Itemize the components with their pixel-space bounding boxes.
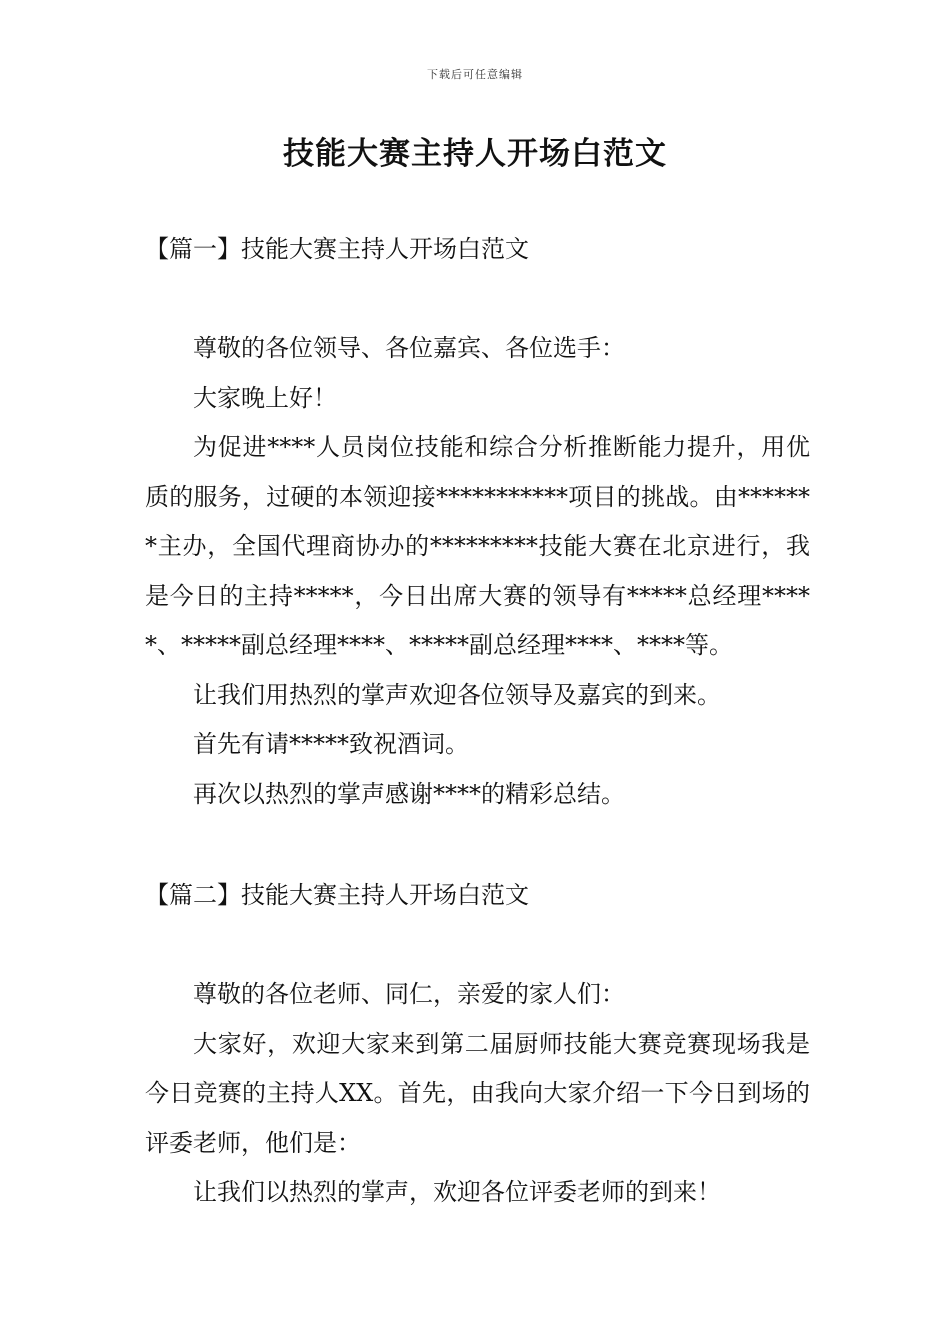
greeting: 大家晚上好！ [193,383,337,412]
blank-line [145,275,810,325]
body-paragraph: 大家好，欢迎大家来到第二届厨师技能大赛竞赛现场我是今日竞赛的主持人XX。首先，由我向大家介绍一下今日到场的评委老师，他们是： [145,1029,810,1157]
section-1 [145,225,810,819]
body-paragraph: 让我们以热烈的掌声，欢迎各位评委老师的到来！ [193,1178,721,1206]
document-title: 技能大赛主持人开场白范文 [283,136,667,172]
body-paragraph: 为促进****人员岗位技能和综合分析推断能力提升，用优质的服务，过硬的本领迎接***********项目的挑战。由*******主办，全国代理商协办的*********技能大赛在北京进行，我是今日的主持*****，今日出席大赛的领导有*****总经理*****、*****副总经理****、*****副总经理****、****等。 [145,433,810,659]
blank-line [145,921,810,971]
section-heading: 【篇一】技能大赛主持人开场白范文 [145,235,529,263]
salutation: 尊敬的各位领导、各位嘉宾、各位选手： [193,334,625,362]
body-paragraph: 再次以热烈的掌声感谢****的精彩总结。 [193,779,625,808]
section-2 [145,871,810,1218]
salutation: 尊敬的各位老师、同仁，亲爱的家人们： [193,980,625,1008]
body-paragraph: 让我们用热烈的掌声欢迎各位领导及嘉宾的到来。 [193,680,721,709]
section-heading: 【篇二】技能大赛主持人开场白范文 [145,881,529,909]
body-paragraph: 首先有请*****致祝酒词。 [193,730,469,758]
header-note: 下载后可任意编辑 [427,68,523,81]
